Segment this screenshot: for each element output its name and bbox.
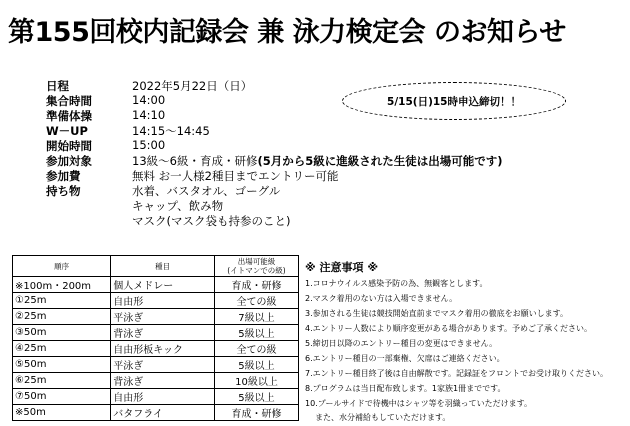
level-cell: 5級以上 xyxy=(214,357,298,373)
level-cell: 育成・研修 xyxy=(214,277,298,293)
level-cell: 全ての級 xyxy=(214,341,298,357)
order-cell: ⑦50m xyxy=(13,389,111,405)
table-row xyxy=(13,341,299,357)
table-row xyxy=(13,277,299,293)
note-item: 2.マスク着用のない方は入場できません。 xyxy=(305,294,458,303)
events-table xyxy=(12,255,299,421)
event-cell: 自由形 xyxy=(111,293,215,309)
order-cell: ※100m・200m xyxy=(13,277,111,293)
deadline-notice xyxy=(342,82,566,120)
level-cell: 5級以上 xyxy=(214,325,298,341)
table-row xyxy=(13,357,299,373)
table-row xyxy=(13,405,299,421)
event-cell: 自由形 xyxy=(111,389,215,405)
info-label: 参加費 xyxy=(46,169,81,183)
event-cell: 個人メドレー xyxy=(111,277,215,293)
info-value-note: (5月から5級に進級された生徒は出場可能です) xyxy=(257,154,503,168)
table-row xyxy=(13,389,299,405)
info-value: マスク(マスク袋も持参のこと) xyxy=(132,214,291,228)
info-value: キャップ、飲み物 xyxy=(132,199,224,213)
info-value: 14:10 xyxy=(132,108,166,122)
order-cell: ②25m xyxy=(13,309,111,325)
note-item: 10.プールサイドで待機中はシャツ等を羽織っていただけます。 xyxy=(305,399,532,408)
info-label: 開始時間 xyxy=(46,139,92,153)
column-header-order: 順序 xyxy=(13,256,111,277)
order-cell: ※50m xyxy=(13,405,111,421)
info-value: 水着、バスタオル、ゴーグル xyxy=(132,184,281,198)
event-cell: 自由形板キック xyxy=(111,341,215,357)
event-cell: 平泳ぎ xyxy=(111,309,215,325)
level-cell: 全ての級 xyxy=(214,293,298,309)
event-cell: 背泳ぎ xyxy=(111,325,215,341)
table-row xyxy=(13,325,299,341)
table-header-row xyxy=(13,256,299,277)
table-row xyxy=(13,309,299,325)
info-value: 2022年5月22日（日） xyxy=(132,79,253,93)
info-label: 集合時間 xyxy=(46,94,92,108)
info-label: 参加対象 xyxy=(46,154,92,168)
info-value: 14:00 xyxy=(132,93,166,107)
order-cell: ③50m xyxy=(13,325,111,341)
order-cell: ⑥25m xyxy=(13,373,111,389)
level-cell: 育成・研修 xyxy=(214,405,298,421)
info-label: 持ち物 xyxy=(46,184,81,198)
table-row xyxy=(13,373,299,389)
note-item: 1.コロナウイルス感染予防の為、無観客とします。 xyxy=(305,279,488,288)
info-label: 日程 xyxy=(46,79,69,93)
deadline-text: 5/15(日)15時申込締切！！ xyxy=(387,95,521,108)
info-label: W－UP xyxy=(46,124,88,138)
note-item: 5.締切日以降のエントリー種目の変更はできません。 xyxy=(305,339,498,348)
note-item: 6.エントリー種目の一部棄権、欠席はご連絡ください。 xyxy=(305,354,505,363)
note-item: また、水分補給もしていただけます。 xyxy=(315,413,451,422)
info-value: 15:00 xyxy=(132,138,166,152)
order-cell: ⑤50m xyxy=(13,357,111,373)
note-item: 3.参加される生徒は競技開始直前までマスク着用の徹底をお願いします。 xyxy=(305,309,568,318)
info-value: 14:15～14:45 xyxy=(132,124,210,138)
event-cell: 平泳ぎ xyxy=(111,357,215,373)
event-cell: バタフライ xyxy=(111,405,215,421)
level-cell: 7級以上 xyxy=(214,309,298,325)
level-cell: 10級以上 xyxy=(214,373,298,389)
info-value: 無料 お一人様2種目までエントリー可能 xyxy=(132,169,339,183)
notes-heading: ※ 注意事項 ※ xyxy=(305,261,379,274)
order-cell: ①25m xyxy=(13,293,111,309)
column-header-level: 出場可能級 (イトマンでの級) xyxy=(214,256,298,277)
order-cell: ④25m xyxy=(13,341,111,357)
info-value xyxy=(132,153,502,169)
info-label: 準備体操 xyxy=(46,109,92,123)
note-item: 7.エントリー種目終了後は自由解散です。記録証をフロントでお受け取りください。 xyxy=(305,369,608,378)
info-value-text: 13級～6級・育成・研修 xyxy=(132,154,258,168)
column-header-event: 種目 xyxy=(111,256,215,277)
page-title: 第155回校内記録会 兼 泳力検定会 のお知らせ xyxy=(8,17,566,48)
table-row xyxy=(13,293,299,309)
level-cell: 5級以上 xyxy=(214,389,298,405)
note-item: 4.エントリー人数により順序変更がある場合があります。予めご了承ください。 xyxy=(305,324,592,333)
event-cell: 背泳ぎ xyxy=(111,373,215,389)
note-item: 8.プログラムは当日配布致します。1家族1冊までです。 xyxy=(305,384,506,393)
